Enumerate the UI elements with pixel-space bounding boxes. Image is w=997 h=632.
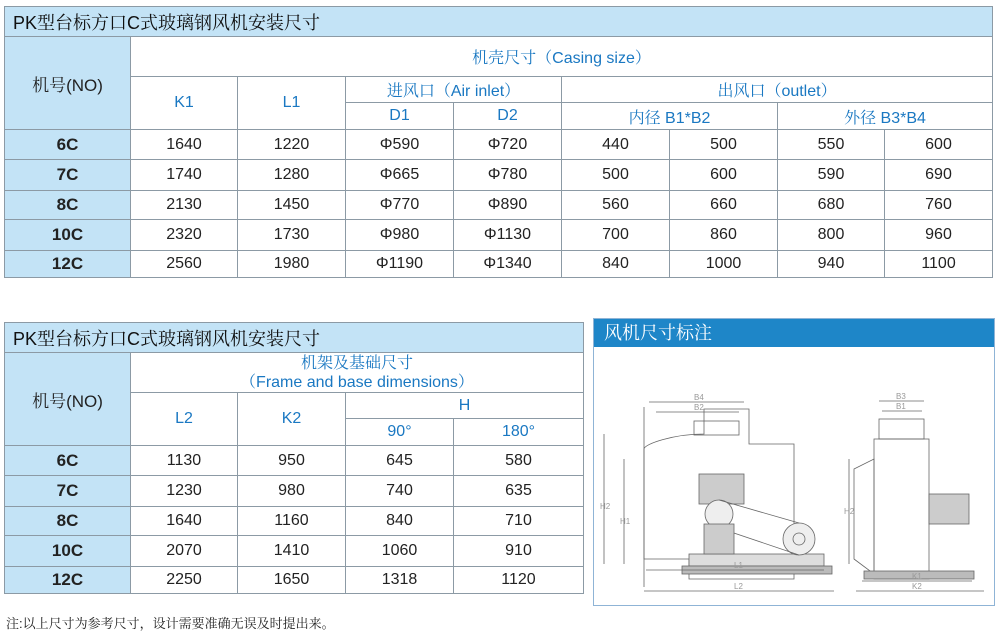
table-cell: 2130 xyxy=(131,191,238,220)
dim-l2: L2 xyxy=(734,582,743,591)
col-header-l1: L1 xyxy=(238,77,346,130)
table-cell: 1220 xyxy=(238,130,346,160)
table-cell: 980 xyxy=(238,476,346,507)
table-cell: 1640 xyxy=(131,130,238,160)
table-cell: 1000 xyxy=(670,251,778,278)
model-number-cell: 8C xyxy=(5,507,131,536)
motor-body xyxy=(699,474,744,504)
table-cell: 580 xyxy=(454,446,584,476)
table2-title: PK型台标方口C式玻璃钢风机安装尺寸 xyxy=(5,323,584,353)
table-cell: 590 xyxy=(778,160,885,191)
footnote: 注:以上尺寸为参考尺寸，设计需要准确无误及时提出来。 xyxy=(6,616,335,631)
dim-h2: H2 xyxy=(600,502,611,511)
dim-h2-front: H2 xyxy=(844,507,855,516)
model-number-cell: 10C xyxy=(5,536,131,567)
dim-b1: B1 xyxy=(896,402,906,411)
table-cell: 600 xyxy=(670,160,778,191)
col-header-l2: L2 xyxy=(131,393,238,446)
motor-base xyxy=(689,554,824,566)
dim-b4: B4 xyxy=(694,393,704,402)
table-cell: 1740 xyxy=(131,160,238,191)
dim-k1: K1 xyxy=(912,572,922,581)
table-cell: 440 xyxy=(562,130,670,160)
col-header-inner: 内径 B1*B2 xyxy=(562,103,778,130)
table-cell: Φ780 xyxy=(454,160,562,191)
table-cell: 2560 xyxy=(131,251,238,278)
table-cell: 1650 xyxy=(238,567,346,594)
dim-b3: B3 xyxy=(896,392,906,401)
table-row xyxy=(5,160,993,191)
table-cell: 1130 xyxy=(131,446,238,476)
table-cell: 1318 xyxy=(346,567,454,594)
table-cell: 1450 xyxy=(238,191,346,220)
table-cell: Φ1190 xyxy=(346,251,454,278)
table-cell: Φ1130 xyxy=(454,220,562,251)
table-cell: 660 xyxy=(670,191,778,220)
table-cell: 635 xyxy=(454,476,584,507)
table-cell: 840 xyxy=(562,251,670,278)
table-cell: Φ980 xyxy=(346,220,454,251)
front-outlet xyxy=(879,419,924,439)
model-number-cell: 12C xyxy=(5,251,131,278)
col-header-d1: D1 xyxy=(346,103,454,130)
dim-b2: B2 xyxy=(694,403,704,412)
model-number-cell: 6C xyxy=(5,446,131,476)
col-header-h: H xyxy=(346,393,584,419)
table-row xyxy=(5,220,993,251)
table-cell: 960 xyxy=(885,220,993,251)
table-cell: 2320 xyxy=(131,220,238,251)
col-header-outlet: 出风口（outlet） xyxy=(562,77,993,103)
model-number-cell: 7C xyxy=(5,476,131,507)
fan-dimension-diagram-panel xyxy=(593,318,995,606)
table-cell: 710 xyxy=(454,507,584,536)
table-cell: 500 xyxy=(562,160,670,191)
table-row xyxy=(5,507,584,536)
table-cell: Φ665 xyxy=(346,160,454,191)
col-header-casing: 机壳尺寸（Casing size） xyxy=(131,37,993,77)
table-cell: 1230 xyxy=(131,476,238,507)
table-row xyxy=(5,536,584,567)
table-cell: Φ1340 xyxy=(454,251,562,278)
table-cell: 1060 xyxy=(346,536,454,567)
table-cell: 645 xyxy=(346,446,454,476)
table-cell: Φ590 xyxy=(346,130,454,160)
col-header-no: 机号(NO) xyxy=(5,353,131,446)
table-row xyxy=(5,567,584,594)
casing-size-table xyxy=(4,6,993,278)
table-cell: 680 xyxy=(778,191,885,220)
pulley-small xyxy=(783,523,815,555)
col-header-k1: K1 xyxy=(131,77,238,130)
fan-diagram xyxy=(594,349,994,603)
table1-title: PK型台标方口C式玻璃钢风机安装尺寸 xyxy=(5,7,993,37)
table-cell: 550 xyxy=(778,130,885,160)
table-cell: 500 xyxy=(670,130,778,160)
table-cell: 800 xyxy=(778,220,885,251)
model-number-cell: 12C xyxy=(5,567,131,594)
table-row xyxy=(5,130,993,160)
dim-k2: K2 xyxy=(912,582,922,591)
frame-label-cn: 机架及基础尺寸 xyxy=(300,354,413,372)
table-cell: 740 xyxy=(346,476,454,507)
table-cell: Φ770 xyxy=(346,191,454,220)
diagram-title: 风机尺寸标注 xyxy=(594,319,994,347)
table-cell: 2070 xyxy=(131,536,238,567)
table-cell: 840 xyxy=(346,507,454,536)
table-cell: 1640 xyxy=(131,507,238,536)
table-cell: 910 xyxy=(454,536,584,567)
col-header-no: 机号(NO) xyxy=(5,37,131,130)
bearing-housing xyxy=(704,524,734,554)
dim-l1: L1 xyxy=(734,561,743,570)
table-row xyxy=(5,191,993,220)
table-cell: 760 xyxy=(885,191,993,220)
table-cell: 560 xyxy=(562,191,670,220)
col-header-d2: D2 xyxy=(454,103,562,130)
table-cell: 1120 xyxy=(454,567,584,594)
col-header-k2: K2 xyxy=(238,393,346,446)
table-cell: 1410 xyxy=(238,536,346,567)
table-cell: 1100 xyxy=(885,251,993,278)
table-cell: 1280 xyxy=(238,160,346,191)
table-row xyxy=(5,446,584,476)
col-header-frame xyxy=(131,353,584,393)
table-cell: Φ890 xyxy=(454,191,562,220)
front-motor xyxy=(929,494,969,524)
table-cell: 600 xyxy=(885,130,993,160)
model-number-cell: 7C xyxy=(5,160,131,191)
frame-base-table xyxy=(4,322,584,594)
dim-h1: H1 xyxy=(620,517,631,526)
col-header-outer: 外径 B3*B4 xyxy=(778,103,993,130)
table-cell: 950 xyxy=(238,446,346,476)
table-cell: 1160 xyxy=(238,507,346,536)
table-cell: 700 xyxy=(562,220,670,251)
col-header-inlet: 进风口（Air inlet） xyxy=(346,77,562,103)
table-cell: 1980 xyxy=(238,251,346,278)
table-row xyxy=(5,476,584,507)
table-cell: 690 xyxy=(885,160,993,191)
table-cell: Φ720 xyxy=(454,130,562,160)
model-number-cell: 6C xyxy=(5,130,131,160)
front-casing xyxy=(874,439,929,579)
outlet-flange xyxy=(694,421,739,435)
model-number-cell: 8C xyxy=(5,191,131,220)
table-cell: 860 xyxy=(670,220,778,251)
col-header-h180: 180° xyxy=(454,419,584,446)
frame-label-en: （Frame and base dimensions） xyxy=(240,373,474,391)
model-number-cell: 10C xyxy=(5,220,131,251)
table-cell: 940 xyxy=(778,251,885,278)
table-cell: 2250 xyxy=(131,567,238,594)
col-header-h90: 90° xyxy=(346,419,454,446)
table-cell: 1730 xyxy=(238,220,346,251)
table-row xyxy=(5,251,993,278)
